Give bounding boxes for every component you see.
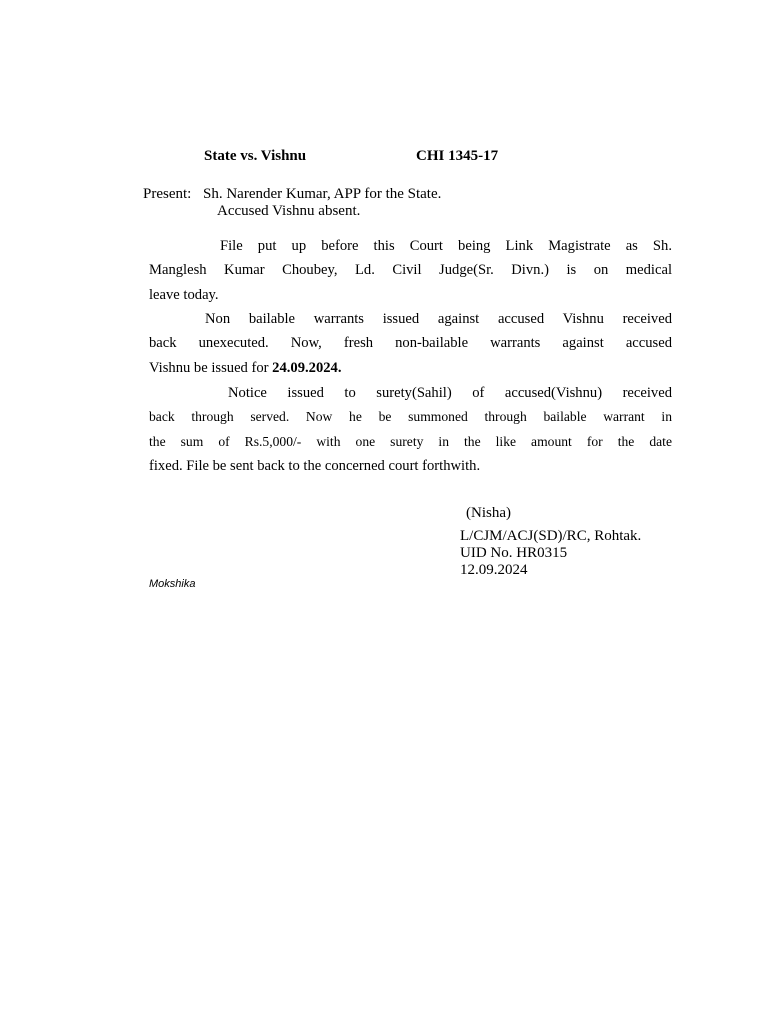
signatory-designation: L/CJM/ACJ(SD)/RC, Rohtak. [460, 528, 642, 544]
typist-name: Mokshika [149, 578, 196, 590]
paragraph-line: Manglesh Kumar Choubey, Ld. Civil Judge(Sr. Divn.) is on medical [149, 262, 672, 279]
present-prosecutor: Sh. Narender Kumar, APP for the State. [203, 186, 442, 202]
paragraph-warrants [149, 307, 672, 380]
paragraph-line: back unexecuted. Now, fresh non-bailable warrants against accused [149, 335, 672, 352]
paragraph-line: the sum of Rs.5,000/- with one surety in the like amount for the date [149, 433, 672, 449]
paragraph-line: File put up before this Court being Link Magistrate as Sh. [220, 238, 672, 254]
case-title: State vs. Vishnu [204, 148, 307, 164]
present-label: Present: [143, 186, 192, 202]
paragraph-line [149, 356, 672, 380]
paragraph-link-magistrate [149, 234, 672, 307]
paragraph-line: back through served. Now he be summoned through bailable warrant in [149, 409, 672, 425]
present-accused: Accused Vishnu absent. [217, 203, 361, 219]
signatory-uid: UID No. HR0315 [460, 545, 568, 561]
order-date: 12.09.2024 [460, 562, 528, 578]
warrant-text: Vishnu be issued for [149, 359, 273, 376]
next-date: 24.09.2024. [272, 359, 342, 376]
paragraph-line: Non bailable warrants issued against accused Vishnu received [205, 311, 672, 327]
case-number: CHI 1345-17 [416, 148, 499, 164]
paragraph-line: Notice issued to surety(Sahil) of accused(Vishnu) received [228, 385, 672, 401]
paragraph-surety-notice [149, 381, 672, 479]
signatory-name: (Nisha) [466, 505, 511, 521]
paragraph-line: leave today. [149, 286, 219, 303]
paragraph-line: fixed. File be sent back to the concerned court forthwith. [149, 458, 481, 475]
